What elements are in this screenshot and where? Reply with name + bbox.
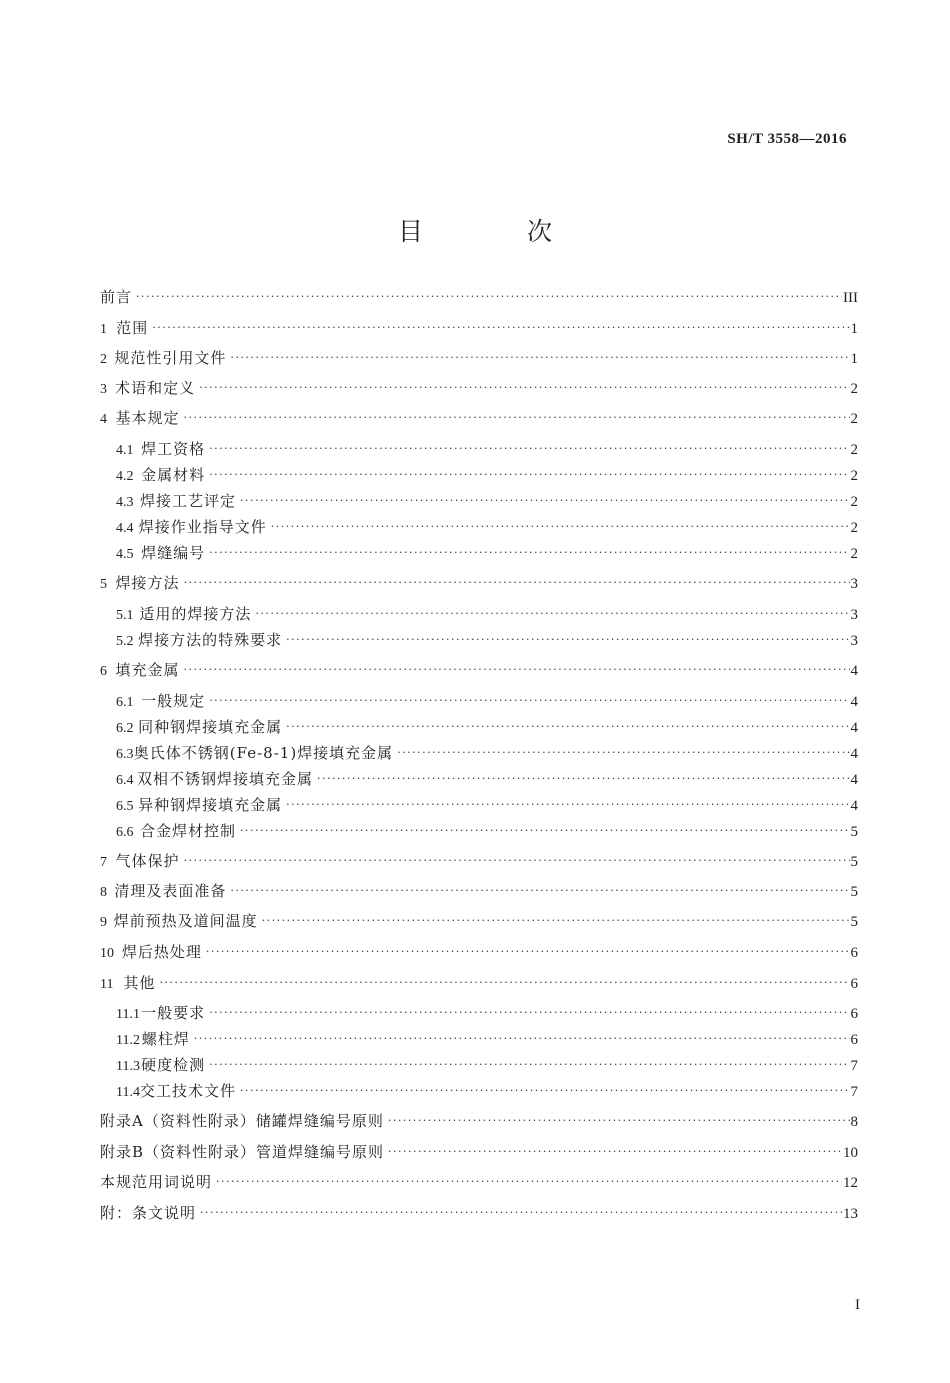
dot-leader <box>206 942 850 962</box>
toc-entry-number: 11.1 <box>116 1007 140 1022</box>
toc-entry-number: 5.1 <box>116 608 134 623</box>
toc-entry-label: 附：条文说明 <box>100 1204 197 1222</box>
toc-entry[interactable] <box>116 769 858 791</box>
toc-entry[interactable] <box>100 1172 858 1194</box>
toc-entry-label: 焊接工艺评定 <box>139 492 236 510</box>
toc-entry[interactable] <box>116 743 858 765</box>
toc-entry-label: 附录A（资料性附录）储罐焊缝编号原则 <box>100 1112 384 1130</box>
toc-entry-page: 6 <box>850 976 858 992</box>
toc-entry-label: 焊接作业指导文件 <box>138 518 267 536</box>
toc-entry-label: 规范性引用文件 <box>114 349 227 367</box>
toc-entry-number: 5 <box>100 577 107 592</box>
toc-entry-page: 5 <box>850 884 858 900</box>
toc-entry-label: 螺柱焊 <box>141 1030 190 1048</box>
dot-leader <box>286 630 849 650</box>
toc-entry-page: 4 <box>850 663 858 679</box>
toc-entry-label: 前言 <box>100 288 133 306</box>
dot-leader <box>230 881 849 901</box>
toc-entry-number: 7 <box>100 855 107 870</box>
toc-entry[interactable] <box>100 881 858 903</box>
dot-leader <box>209 691 849 711</box>
dot-leader <box>230 348 849 368</box>
toc-entry-number: 1 <box>100 322 107 337</box>
toc-entry-page: 5 <box>850 914 858 930</box>
toc-entry[interactable] <box>100 573 858 595</box>
toc-entry[interactable] <box>116 795 858 817</box>
dot-leader <box>209 439 849 459</box>
toc-entry-label: 填充金属 <box>115 661 180 679</box>
dot-leader <box>286 795 849 815</box>
toc-entry[interactable] <box>100 1203 858 1225</box>
toc-entry[interactable] <box>100 378 858 400</box>
toc-entry-label: 术语和定义 <box>115 379 196 397</box>
toc-entry[interactable] <box>100 318 858 340</box>
toc-entry[interactable] <box>116 1055 858 1077</box>
toc-entry-number: 6.5 <box>116 799 134 814</box>
toc-entry-page: III <box>843 290 858 306</box>
dot-leader <box>136 287 842 307</box>
toc-entry[interactable] <box>100 911 858 933</box>
dot-leader <box>209 543 849 563</box>
toc-entry-number: 8 <box>100 885 107 900</box>
toc-entry-number: 4 <box>100 412 107 427</box>
toc-entry-page: 6 <box>850 1032 858 1048</box>
toc-entry-number: 4.3 <box>116 495 134 510</box>
dot-leader <box>209 1055 849 1075</box>
toc-entry-page: 8 <box>850 1114 858 1130</box>
toc-entry-number: 4.5 <box>116 547 134 562</box>
toc-entry-number: 2 <box>100 352 107 367</box>
toc-entry-number: 4.1 <box>116 443 134 458</box>
toc-entry-page: 6 <box>850 945 858 961</box>
toc-entry[interactable] <box>100 851 858 873</box>
toc-entry[interactable] <box>116 1029 858 1051</box>
toc-entry-label: 合金焊材控制 <box>139 822 236 840</box>
dot-leader <box>286 717 849 737</box>
dot-leader <box>200 1203 842 1223</box>
dot-leader <box>183 660 849 680</box>
toc-entry-label: 焊接方法 <box>115 574 180 592</box>
toc-entry-page: 4 <box>850 746 858 762</box>
dot-leader <box>240 491 850 511</box>
toc-entry-page: 5 <box>850 854 858 870</box>
dot-leader <box>240 1081 850 1101</box>
toc-entry-number: 9 <box>100 915 107 930</box>
toc-entry[interactable] <box>116 491 858 513</box>
toc-entry[interactable] <box>100 973 858 995</box>
page-number: I <box>855 1297 860 1313</box>
standard-code: SH/T 3558—2016 <box>727 131 847 147</box>
toc-entry-page: 3 <box>850 633 858 649</box>
dot-leader <box>209 1003 849 1023</box>
toc-entry[interactable] <box>116 630 858 652</box>
toc-entry-page: 2 <box>850 468 858 484</box>
toc-entry-number: 11 <box>100 977 114 992</box>
dot-leader <box>216 1172 842 1192</box>
toc-entry-page: 6 <box>850 1006 858 1022</box>
toc-entry[interactable] <box>116 717 858 739</box>
toc-entry-number: 11.3 <box>116 1059 140 1074</box>
toc-entry-label: 交工技术文件 <box>139 1082 236 1100</box>
dot-leader <box>209 465 849 485</box>
toc-entry-page: 4 <box>850 798 858 814</box>
dot-leader <box>183 408 849 428</box>
toc-entry-page: 3 <box>850 576 858 592</box>
dot-leader <box>255 604 849 624</box>
toc-entry-page: 13 <box>843 1206 858 1222</box>
dot-leader <box>262 911 850 931</box>
toc-entry-label: 焊接方法的特殊要求 <box>138 631 283 649</box>
toc-entry-page: 1 <box>850 351 858 367</box>
toc-entry[interactable] <box>116 439 858 461</box>
toc-entry-number: 6.1 <box>116 695 134 710</box>
toc-entry-page: 2 <box>850 442 858 458</box>
toc-entry[interactable] <box>116 465 858 487</box>
dot-leader <box>397 743 849 763</box>
toc-entry-label: 清理及表面准备 <box>114 882 227 900</box>
toc-entry-label: 焊前预热及道间温度 <box>113 912 258 930</box>
toc-entry[interactable] <box>100 348 858 370</box>
page-title: 目 次 <box>398 217 600 246</box>
toc-entry-number: 10 <box>100 946 114 961</box>
toc-entry-page: 7 <box>850 1058 858 1074</box>
toc-entry[interactable] <box>100 1111 858 1133</box>
toc-entry-page: 4 <box>850 720 858 736</box>
toc-entry[interactable] <box>116 691 858 713</box>
toc-entry-number: 11.2 <box>116 1033 140 1048</box>
toc-entry-page: 4 <box>850 694 858 710</box>
toc-entry[interactable] <box>100 942 858 964</box>
dot-leader <box>159 973 849 993</box>
toc-entry-page: 2 <box>850 411 858 427</box>
toc-entry-number: 3 <box>100 382 107 397</box>
toc-entry-page: 2 <box>850 520 858 536</box>
toc-entry-label: 附录B（资料性附录）管道焊缝编号原则 <box>100 1143 385 1161</box>
dot-leader <box>388 1142 842 1162</box>
toc-entry-page: 12 <box>843 1175 858 1191</box>
toc-entry[interactable] <box>100 287 858 309</box>
toc-entry[interactable] <box>116 1081 858 1103</box>
toc-entry-label: 异种钢焊接填充金属 <box>138 796 283 814</box>
toc-entry-label: 一般要求 <box>141 1004 206 1022</box>
toc-entry[interactable] <box>116 517 858 539</box>
toc-entry-label: 其他 <box>123 974 156 992</box>
dot-leader <box>240 821 850 841</box>
dot-leader <box>271 517 850 537</box>
toc-entry-label: 奥氏体不锈钢(Fe-8-1)焊接填充金属 <box>133 744 394 762</box>
toc-entry-page: 2 <box>850 381 858 397</box>
toc-entry-page: 5 <box>850 824 858 840</box>
toc-entry-page: 10 <box>843 1145 858 1161</box>
dot-leader <box>194 1029 850 1049</box>
toc-entry-label: 金属材料 <box>141 466 206 484</box>
toc-entry-label: 基本规定 <box>115 409 180 427</box>
toc-entry[interactable] <box>116 1003 858 1025</box>
toc-entry[interactable] <box>116 821 858 843</box>
toc-entry-page: 4 <box>850 772 858 788</box>
toc-entry-label: 本规范用词说明 <box>100 1173 213 1191</box>
toc-entry-number: 6 <box>100 664 107 679</box>
dot-leader <box>388 1111 850 1131</box>
dot-leader <box>183 573 849 593</box>
toc-entry[interactable] <box>116 604 858 626</box>
toc-entry-number: 6.2 <box>116 721 134 736</box>
toc-entry[interactable] <box>100 1142 858 1164</box>
toc-entry-number: 4.2 <box>116 469 134 484</box>
toc-entry[interactable] <box>100 408 858 430</box>
dot-leader <box>317 769 850 789</box>
toc-entry-label: 范围 <box>116 319 149 337</box>
toc-entry-label: 同种钢焊接填充金属 <box>138 718 283 736</box>
dot-leader <box>183 851 849 871</box>
toc-entry[interactable] <box>116 543 858 565</box>
toc-entry-page: 3 <box>850 607 858 623</box>
dot-leader <box>152 318 849 338</box>
toc-entry-label: 适用的焊接方法 <box>139 605 252 623</box>
toc-entry[interactable] <box>100 660 858 682</box>
toc-entry-label: 焊缝编号 <box>141 544 206 562</box>
toc-entry-page: 2 <box>850 494 858 510</box>
toc-entry-page: 1 <box>850 321 858 337</box>
toc-entry-label: 一般规定 <box>141 692 206 710</box>
toc-entry-label: 双相不锈钢焊接填充金属 <box>136 770 313 788</box>
toc-entry-label: 气体保护 <box>115 852 180 870</box>
toc-entry-number: 11.4 <box>116 1085 140 1100</box>
toc-entry-label: 焊后热处理 <box>121 943 202 961</box>
toc-entry-number: 6.6 <box>116 825 134 840</box>
toc-entry-number: 5.2 <box>116 634 134 649</box>
toc-entry-page: 7 <box>850 1084 858 1100</box>
toc-entry-label: 焊工资格 <box>141 440 206 458</box>
toc-entry-number: 4.4 <box>116 521 134 536</box>
toc-entry-label: 硬度检测 <box>141 1056 206 1074</box>
toc-entry-number: 6.3 <box>116 747 134 762</box>
toc-entry-number: 6.4 <box>116 773 134 788</box>
toc-entry-page: 2 <box>850 546 858 562</box>
dot-leader <box>199 378 849 398</box>
